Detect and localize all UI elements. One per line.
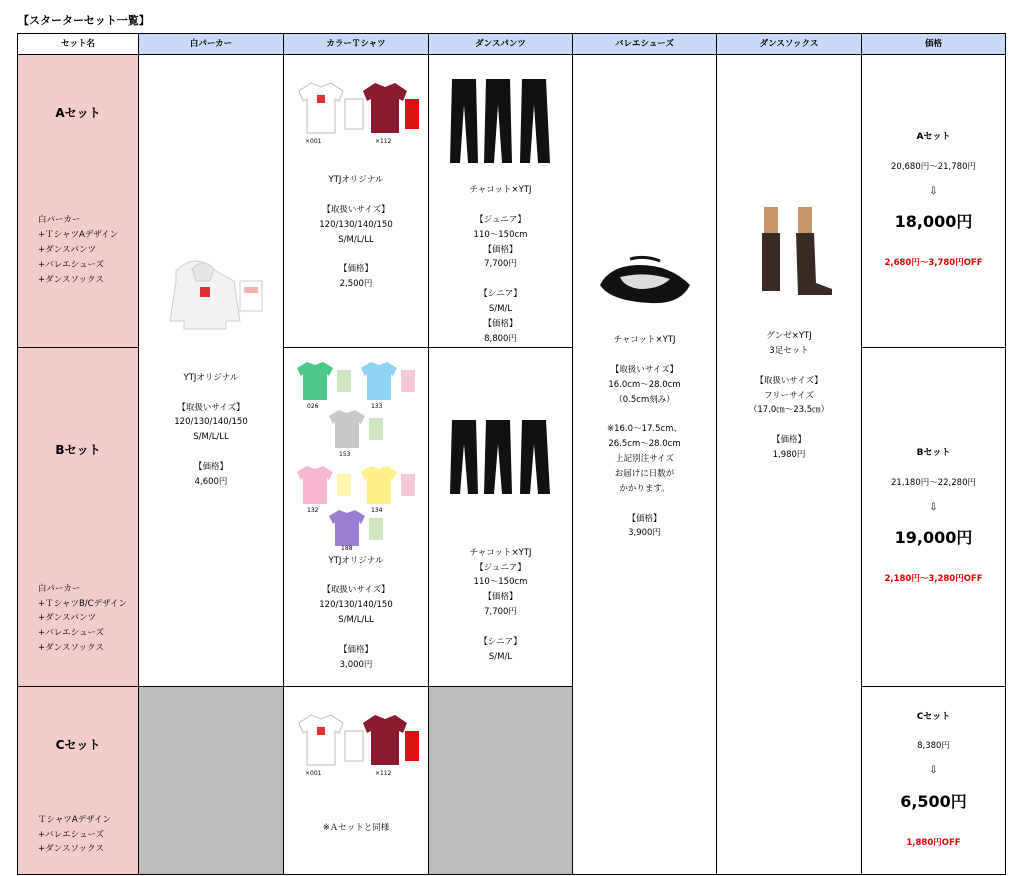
tshirt-a-cell <box>284 55 429 348</box>
down-arrow-icon: ⇩ <box>929 765 938 777</box>
tshirt-a-label-1: ×001 <box>305 138 322 145</box>
set-a-name: Aセット <box>55 106 101 120</box>
pants-b-info: チャコット×YTJ 【ジュニア】 110～150cm 【価格】 7,700円 【シニア】 S/M/L <box>469 547 532 662</box>
socks-info: グンゼ×YTJ 3足セット 【取扱いサイズ】 フリーサイズ （17.0㎝～23.5㎝） 【価格】 1,980円 <box>748 331 830 460</box>
socks-cell <box>717 55 862 875</box>
hoodie-c-empty <box>139 686 284 874</box>
price-c-range: 8,380円 <box>917 741 950 752</box>
pants-b-image <box>446 416 556 496</box>
set-b-name: Bセット <box>55 442 101 457</box>
tshirt-c-info: ※Ａセットと同様 <box>322 822 390 833</box>
price-a-name: Aセット <box>916 132 951 143</box>
price-a-cell <box>862 55 1006 348</box>
header-row <box>18 34 1006 55</box>
header-tshirt: カラーＴシャツ <box>284 34 429 55</box>
price-b-cell <box>862 347 1006 686</box>
price-c-cell <box>862 686 1006 874</box>
tshirt-b-info: YTJオリジナル 【取扱いサイズ】 120/130/140/150 S/M/L/LL 【価格】 3,000円 <box>319 555 393 670</box>
header-price: 価格 <box>862 34 1006 55</box>
pants-a-image <box>446 75 556 165</box>
tshirt-c-cell <box>284 686 429 874</box>
set-b-contents: 白パーカー +ＴシャツB/Cデザイン +ダンスパンツ +バレエシューズ +ダンスソックス <box>38 583 127 654</box>
pants-c-empty <box>429 686 573 874</box>
price-a-off: 2,680円～3,780円OFF <box>884 258 983 269</box>
set-c-name: Cセット <box>55 737 101 752</box>
hoodie-cell <box>139 55 284 687</box>
set-b-cell <box>18 347 139 686</box>
tshirt-b-label-2: 133 <box>371 402 383 410</box>
set-c-contents: ＴシャツAデザイン +バレエシューズ +ダンスソックス <box>38 814 112 855</box>
set-c-cell <box>18 686 139 874</box>
header-pants: ダンスパンツ <box>429 34 573 55</box>
tshirt-c-image <box>291 701 421 781</box>
price-b-off: 2,180円～3,280円OFF <box>884 574 983 585</box>
pants-a-cell <box>429 55 573 348</box>
pants-a-info: チャコット×YTJ 【ジュニア】 110～150cm 【価格】 7,700円 【シニア】 S/M/L 【価格】 8,800円 <box>469 185 532 344</box>
price-b-name: Bセット <box>916 448 951 459</box>
socks-image <box>734 207 844 299</box>
header-set-name: セット名 <box>18 34 139 55</box>
tshirt-b-label-3: 153 <box>339 450 351 458</box>
tshirt-c-label-1: ×001 <box>305 769 322 777</box>
pants-b-cell <box>429 347 573 686</box>
price-c-name: Cセット <box>916 711 951 722</box>
tshirt-b-label-4: 132 <box>307 506 319 514</box>
hoodie-image <box>156 251 266 331</box>
header-hoodie: 白パーカー <box>139 34 284 55</box>
down-arrow-icon: ⇩ <box>929 185 938 197</box>
price-c-value: 6,500円 <box>900 791 967 811</box>
shoes-image <box>590 245 700 315</box>
tshirt-b-label-5: 134 <box>371 506 383 514</box>
tshirt-a-image <box>291 69 421 149</box>
price-b-value: 19,000円 <box>894 528 973 548</box>
price-a-value: 18,000円 <box>894 212 973 232</box>
tshirt-b-cell <box>284 347 429 686</box>
tshirt-a-info: YTJオリジナル 【取扱いサイズ】 120/130/140/150 S/M/L/LL 【価格】 2,500円 <box>319 175 393 290</box>
shoes-info: チャコット×YTJ 【取扱いサイズ】 16.0cm～28.0cm （0.5cm刻み） ※16.0～17.5cm、 26.5cm～28.0cm 上記別注サイズ お届けに日数が かかります。 【価格】 3,900円 <box>607 335 682 539</box>
price-c-off: 1,880円OFF <box>906 837 961 848</box>
tshirt-b-image <box>291 360 421 550</box>
header-socks: ダンスソックス <box>717 34 862 55</box>
tshirt-b-label-6: 188 <box>341 544 353 550</box>
shoes-cell <box>573 55 717 875</box>
down-arrow-icon: ⇩ <box>929 501 938 513</box>
set-a-cell <box>18 55 139 348</box>
price-a-range: 20,680円～21,780円 <box>891 162 976 173</box>
price-b-range: 21,180円～22,280円 <box>891 477 976 488</box>
row-set-a <box>18 55 1006 348</box>
page-title: 【スターターセット一覧】 <box>18 14 150 27</box>
tshirt-c-label-2: ×112 <box>375 769 392 777</box>
starter-set-table <box>17 33 1006 875</box>
tshirt-a-label-2: ×112 <box>375 138 392 145</box>
header-shoes: バレエシューズ <box>573 34 717 55</box>
set-a-contents: 白パーカー +ＴシャツAデザイン +ダンスパンツ +バレエシューズ +ダンスソックス <box>38 215 119 285</box>
tshirt-b-label-1: 026 <box>307 402 319 410</box>
hoodie-info: YTJオリジナル 【取扱いサイズ】 120/130/140/150 S/M/L/LL 【価格】 4,600円 <box>174 372 248 487</box>
